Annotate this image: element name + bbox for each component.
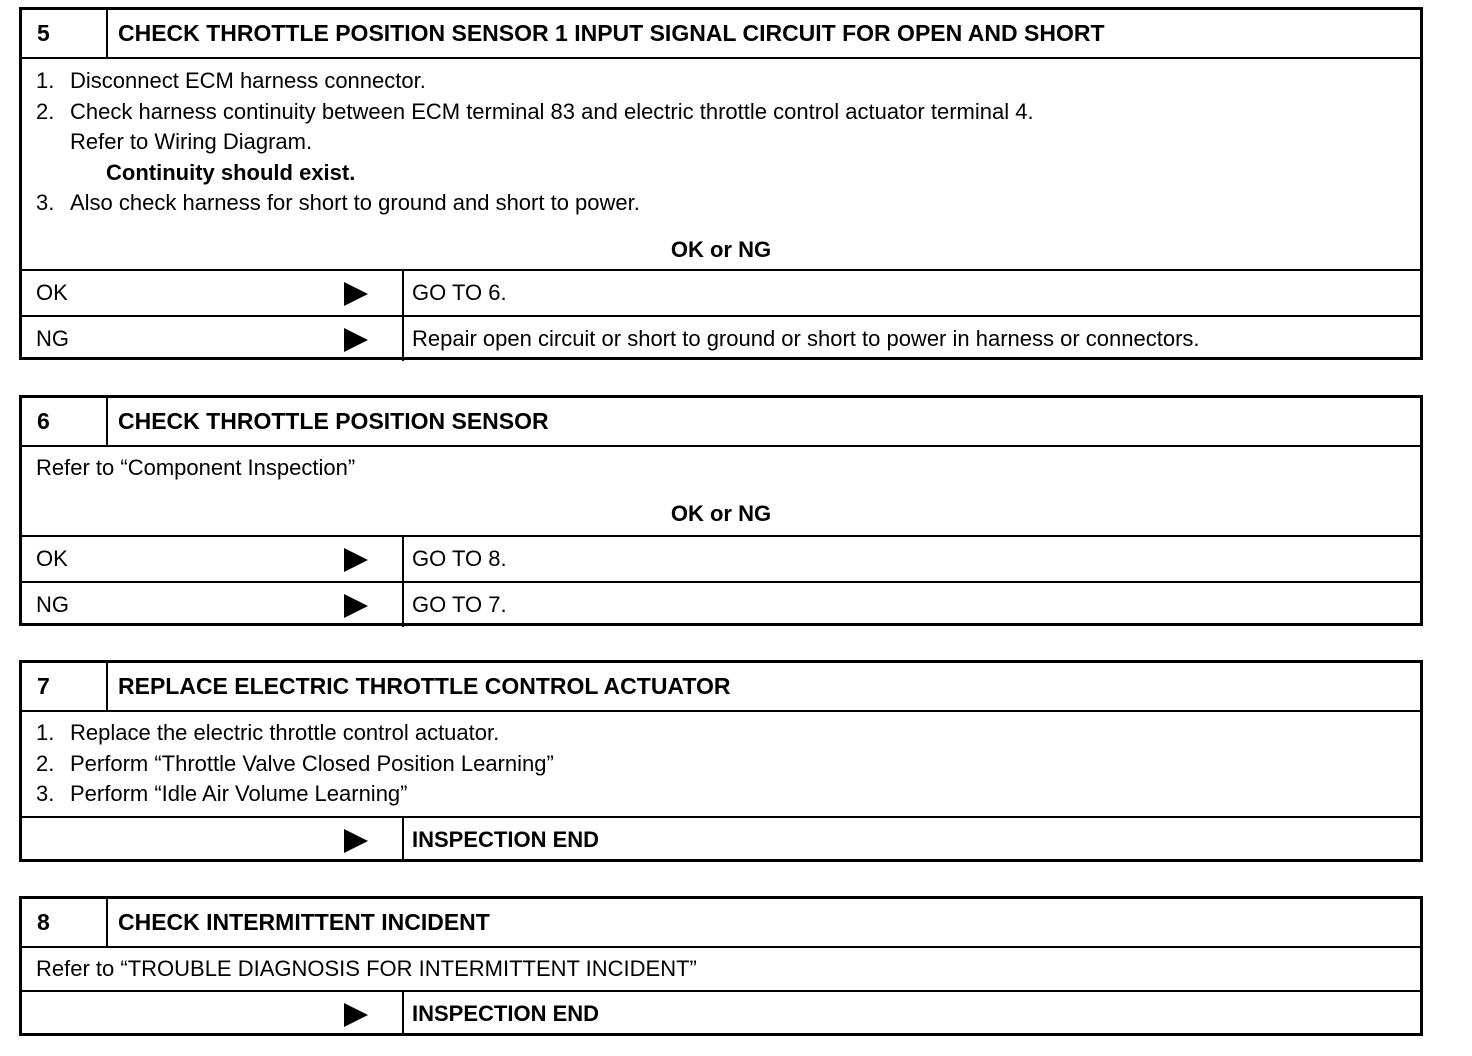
step-6-block	[19, 395, 1423, 626]
step-number: 6	[22, 398, 108, 445]
result-row	[22, 583, 1420, 627]
ok-ng-label: OK or NG	[670, 501, 772, 526]
result-action: GO TO 7.	[412, 592, 507, 617]
result-label: NG	[36, 592, 69, 617]
step-title: CHECK THROTTLE POSITION SENSOR	[118, 408, 549, 434]
step-header	[22, 398, 1420, 447]
instruction-line: 3. Also check harness for short to ground and short to power.	[36, 190, 640, 215]
divider	[402, 818, 404, 862]
instruction-line: 2. Check harness continuity between ECM terminal 83 and electric throttle control actuator terminal 4.	[36, 99, 1034, 124]
step-5-block	[19, 7, 1423, 360]
result-action: Repair open circuit or short to ground or short to power in harness or connectors.	[412, 326, 1200, 351]
instruction-line: 2. Perform “Throttle Valve Closed Position Learning”	[36, 751, 554, 776]
arrow-right-icon	[344, 548, 368, 572]
instruction-spec: Continuity should exist.	[106, 160, 356, 185]
step-header	[22, 899, 1420, 948]
step-number: 7	[22, 663, 108, 710]
arrow-right-icon	[344, 282, 368, 306]
divider	[402, 317, 404, 361]
result-row	[22, 818, 1420, 862]
result-action: INSPECTION END	[412, 827, 600, 852]
instruction-line: 1. Disconnect ECM harness connector.	[36, 68, 426, 93]
step-instructions	[22, 447, 1420, 537]
arrow-right-icon	[344, 594, 368, 618]
step-number: 8	[22, 899, 108, 946]
result-action: INSPECTION END	[412, 1001, 600, 1026]
step-instructions	[22, 948, 1420, 992]
step-title: CHECK INTERMITTENT INCIDENT	[118, 909, 490, 935]
arrow-right-icon	[344, 1003, 368, 1027]
step-instructions	[22, 712, 1420, 818]
divider	[402, 583, 404, 627]
result-action: GO TO 8.	[412, 546, 507, 571]
arrow-right-icon	[344, 829, 368, 853]
ok-ng-label: OK or NG	[670, 237, 772, 262]
step-header	[22, 10, 1420, 59]
result-label: OK	[36, 546, 68, 571]
result-row	[22, 992, 1420, 1036]
step-instructions	[22, 59, 1420, 271]
step-title: CHECK THROTTLE POSITION SENSOR 1 INPUT SIGNAL CIRCUIT FOR OPEN AND SHORT	[118, 20, 1105, 46]
instruction-line: Refer to “TROUBLE DIAGNOSIS FOR INTERMITTENT INCIDENT”	[36, 956, 697, 981]
step-title: REPLACE ELECTRIC THROTTLE CONTROL ACTUATOR	[118, 673, 731, 699]
result-label: OK	[36, 280, 68, 305]
result-row	[22, 271, 1420, 317]
divider	[402, 271, 404, 315]
instruction-line: Refer to “Component Inspection”	[36, 455, 356, 480]
result-label: NG	[36, 326, 69, 351]
step-7-block	[19, 660, 1423, 862]
instruction-line: Refer to Wiring Diagram.	[70, 129, 313, 154]
result-row	[22, 317, 1420, 361]
instruction-line: 3. Perform “Idle Air Volume Learning”	[36, 781, 408, 806]
step-header	[22, 663, 1420, 712]
instruction-line: 1. Replace the electric throttle control actuator.	[36, 720, 500, 745]
result-action: GO TO 6.	[412, 280, 507, 305]
divider	[402, 992, 404, 1036]
arrow-right-icon	[344, 328, 368, 352]
result-row	[22, 537, 1420, 583]
divider	[402, 537, 404, 581]
step-8-block	[19, 896, 1423, 1036]
step-number: 5	[22, 10, 108, 57]
